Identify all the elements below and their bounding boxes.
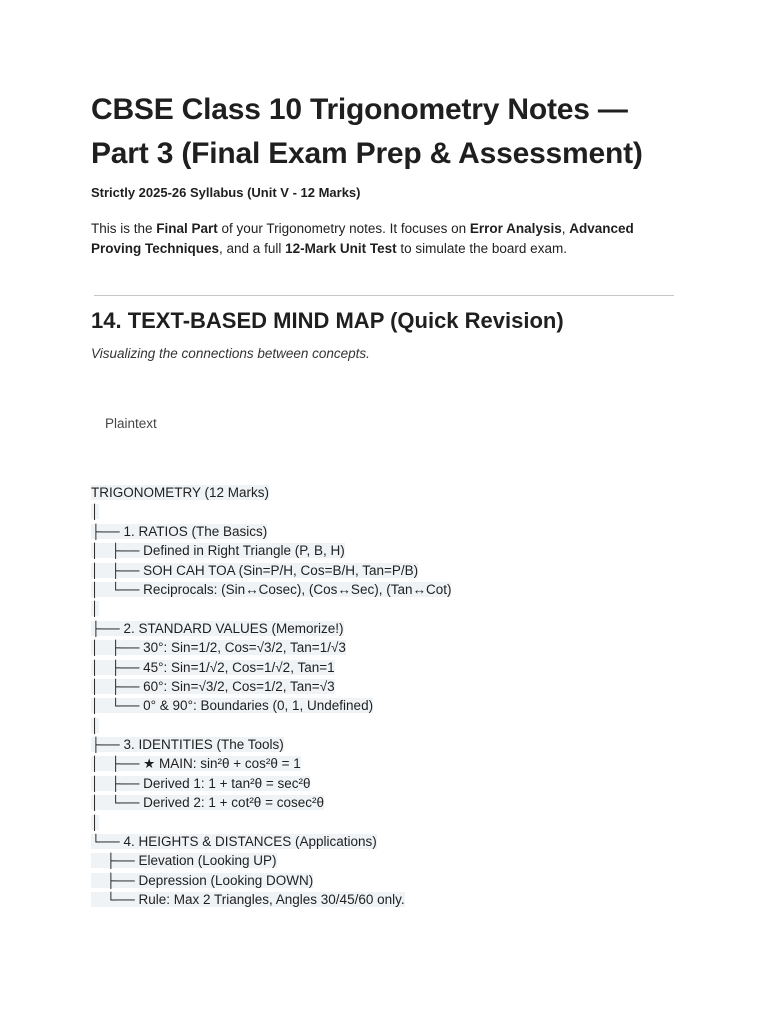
code-line: │ ├── 30°: Sin=1/2, Cos=√3/2, Tan=1/√3 <box>91 640 346 656</box>
intro-bold-unit-test: 12-Mark Unit Test <box>285 241 397 256</box>
intro-text: to simulate the board exam. <box>396 241 567 256</box>
code-line: │ <box>91 504 100 520</box>
code-line: ├── Elevation (Looking UP) <box>91 853 277 869</box>
mind-map-code-block[interactable] <box>91 483 691 910</box>
section-subtitle: Visualizing the connections between concepts. <box>91 346 370 361</box>
code-line: │ ├── SOH CAH TOA (Sin=P/H, Cos=B/H, Tan=P/B) <box>91 562 419 578</box>
section-divider <box>94 295 674 296</box>
intro-text: , <box>561 221 570 236</box>
intro-paragraph <box>91 219 681 259</box>
page-title: CBSE Class 10 Trigonometry Notes — Part 3 (Final Exam Prep & Assessment) <box>91 93 643 170</box>
code-line: └── 4. HEIGHTS & DISTANCES (Applications) <box>91 834 377 850</box>
intro-bold-final-part: Final Part <box>156 221 218 236</box>
code-line: │ ├── Defined in Right Triangle (P, B, H) <box>91 543 345 559</box>
code-line: │ <box>91 601 100 617</box>
intro-text: This is the <box>91 221 157 236</box>
code-line: └── Rule: Max 2 Triangles, Angles 30/45/60 only. <box>91 892 405 908</box>
intro-text: of your Trigonometry notes. It focuses on <box>217 221 470 236</box>
code-line: │ ├── Derived 1: 1 + tan²θ = sec²θ <box>91 775 311 791</box>
code-line: │ ├── 45°: Sin=1/√2, Cos=1/√2, Tan=1 <box>91 659 335 675</box>
syllabus-subtitle: Strictly 2025-26 Syllabus (Unit V - 12 Marks) <box>91 185 361 200</box>
intro-text: , and a full <box>219 241 286 256</box>
code-line: │ <box>91 717 100 733</box>
code-line: │ └── Derived 2: 1 + cot²θ = cosec²θ <box>91 795 324 811</box>
code-line: ├── 1. RATIOS (The Basics) <box>91 523 268 539</box>
intro-bold-advanced-proving: Advanced Proving Techniques <box>91 221 634 256</box>
code-line: │ └── 0° & 90°: Boundaries (0, 1, Undefined) <box>91 698 374 714</box>
code-language-label: Plaintext <box>105 416 157 431</box>
code-line: │ ├── ★ MAIN: sin²θ + cos²θ = 1 <box>91 756 301 772</box>
code-line: ├── 3. IDENTITIES (The Tools) <box>91 737 284 753</box>
section-heading: 14. TEXT-BASED MIND MAP (Quick Revision) <box>91 308 564 333</box>
code-line: TRIGONOMETRY (12 Marks) <box>91 485 270 500</box>
code-line: │ ├── 60°: Sin=√3/2, Cos=1/2, Tan=√3 <box>91 678 335 694</box>
code-line: │ └── Reciprocals: (Sin↔Cosec), (Cos↔Sec), (Tan↔Cot) <box>91 581 452 597</box>
intro-bold-error-analysis: Error Analysis <box>469 221 562 236</box>
code-line: ├── Depression (Looking DOWN) <box>91 872 314 888</box>
code-line: │ <box>91 814 100 830</box>
code-line: ├── 2. STANDARD VALUES (Memorize!) <box>91 620 344 636</box>
